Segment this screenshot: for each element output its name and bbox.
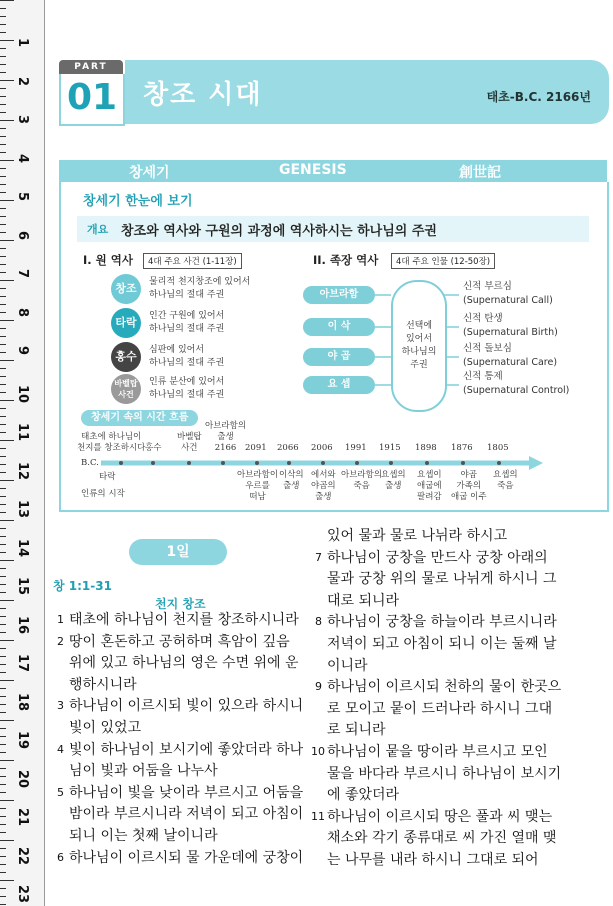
verse-line: 되니 이는 첫째 날이니라 bbox=[69, 828, 218, 844]
ruler-tick bbox=[0, 96, 6, 97]
tl-line: 아브라함의 bbox=[205, 421, 247, 431]
tl-line: 애굽에 bbox=[417, 481, 442, 491]
verse-line: 님이 빛과 어둠을 나누사 bbox=[69, 763, 218, 780]
tl-line: 바벨탑 bbox=[177, 432, 202, 442]
ruler-tick bbox=[0, 128, 6, 129]
timeline-event bbox=[341, 470, 382, 492]
verse-number: 1 bbox=[57, 613, 64, 626]
ruler-number: 9 bbox=[15, 346, 30, 356]
verse-number: 10 bbox=[311, 745, 325, 758]
ruler-tick bbox=[0, 608, 6, 609]
ruler-tick bbox=[0, 664, 6, 665]
timeline-axis bbox=[61, 182, 607, 510]
tl-line: 태초에 하나님이 bbox=[81, 432, 142, 442]
ruler-tick bbox=[0, 672, 6, 673]
ruler-tick bbox=[0, 552, 6, 553]
ruler-number: 14 bbox=[15, 538, 30, 557]
timeline-year: 1876 bbox=[451, 443, 473, 453]
ruler-tick bbox=[0, 192, 6, 193]
ruler-tick bbox=[0, 856, 6, 857]
verse-line: 하나님이 궁창을 하늘이라 부르시니라 bbox=[327, 614, 557, 631]
ruler-tick bbox=[0, 376, 6, 377]
ruler-tick bbox=[0, 120, 14, 121]
event-desc-line: 인류 분산에 있어서 bbox=[149, 377, 225, 387]
ruler-tick bbox=[0, 768, 6, 769]
ruler-tick bbox=[0, 896, 6, 897]
ruler-number: 17 bbox=[15, 654, 30, 673]
ruler-tick bbox=[0, 616, 6, 617]
event-circle-line: 바벨탑 bbox=[114, 379, 138, 388]
ruler-tick bbox=[0, 304, 6, 305]
ruler-tick bbox=[0, 720, 14, 721]
ruler-tick bbox=[0, 544, 6, 545]
tl-line: 팔려감 bbox=[417, 492, 442, 502]
tl-line: 죽음 bbox=[353, 481, 370, 491]
ruler-tick bbox=[0, 344, 6, 345]
ruler-number: 7 bbox=[15, 269, 30, 279]
event-desc-line: 하나님의 절대 주권 bbox=[149, 390, 225, 400]
event-desc-line: 하나님의 절대 주권 bbox=[149, 324, 225, 334]
tl-line: 출생 bbox=[385, 481, 402, 491]
ruler-tick bbox=[0, 296, 6, 297]
ruler-number: 13 bbox=[15, 500, 30, 519]
timeline-heading: 창세기 속의 시간 흐름 bbox=[81, 410, 198, 426]
ruler-tick bbox=[0, 440, 14, 441]
ruler-number: 19 bbox=[15, 731, 30, 750]
event-desc-line: 물리적 천지창조에 있어서 bbox=[149, 277, 251, 287]
ruler-number: 10 bbox=[15, 384, 30, 403]
tl-line: 야곱의 bbox=[311, 481, 336, 491]
overview-heading: 창세기 한눈에 보기 bbox=[83, 194, 193, 209]
ruler-tick bbox=[0, 576, 6, 577]
ruler-tick bbox=[0, 536, 6, 537]
ruler-tick bbox=[0, 472, 6, 473]
ruler-tick bbox=[0, 392, 6, 393]
tl-line: 요셉의 bbox=[493, 470, 518, 480]
event-circle: 창조 bbox=[111, 274, 141, 304]
ruler-tick bbox=[0, 880, 14, 881]
summary-text: 창조와 역사와 구원의 과정에 역사하시는 하나님의 주권 bbox=[121, 224, 437, 239]
verse-line: 하나님이 뭍을 땅이라 부르시고 모인 bbox=[327, 744, 548, 760]
ruler-tick bbox=[0, 80, 14, 81]
verse-line: 행하시니라 bbox=[69, 676, 137, 693]
ruler-tick bbox=[0, 416, 6, 417]
overview-box bbox=[59, 182, 609, 512]
timeline-year: 1915 bbox=[379, 443, 401, 453]
tl-line: 애굽 이주 bbox=[451, 492, 487, 502]
ruler-tick bbox=[0, 712, 6, 713]
ruler-number: 18 bbox=[15, 692, 30, 711]
ruler-tick bbox=[0, 832, 6, 833]
day-badge: 1일 bbox=[129, 539, 227, 565]
ruler-tick bbox=[0, 136, 6, 137]
verse-line: 물과 궁창 위의 물로 나뉘게 하시니 그 bbox=[327, 571, 557, 588]
left-heading: I. 원 역사 bbox=[83, 253, 133, 267]
ruler-tick bbox=[0, 736, 6, 737]
ruler-tick bbox=[0, 280, 14, 281]
timeline-event bbox=[205, 421, 246, 454]
ruler-tick bbox=[0, 208, 6, 209]
ruler-tick bbox=[0, 432, 6, 433]
ruler-tick bbox=[0, 816, 6, 817]
page-title: 창조 시대 bbox=[143, 80, 263, 110]
ruler-tick bbox=[0, 824, 6, 825]
ruler-tick bbox=[0, 152, 6, 153]
ruler-number: 21 bbox=[15, 808, 30, 827]
timeline-year: 1991 bbox=[345, 443, 367, 453]
verse-line: 저녁이 되고 아침이 되니 이는 둘째 날 bbox=[327, 636, 557, 652]
ruler-number: 5 bbox=[15, 192, 30, 202]
verse-line: 있어 물과 물로 나뉘라 하시고 bbox=[327, 528, 508, 544]
event-desc-line: 하나님의 절대 주권 bbox=[149, 358, 225, 368]
ruler-tick bbox=[0, 448, 6, 449]
ruler-tick bbox=[0, 800, 14, 801]
verse-line: 하나님이 궁창을 만드사 궁창 아래의 bbox=[327, 549, 548, 566]
timeline-year: 2091 bbox=[245, 443, 267, 453]
ruler-tick bbox=[0, 184, 6, 185]
verse-line: 하나님이 빛을 낮이라 부르시고 어둠을 bbox=[69, 784, 304, 801]
verse-line: 로 되니라 bbox=[327, 722, 386, 739]
ruler-tick bbox=[0, 744, 6, 745]
event-circle-line: 사건 bbox=[118, 390, 134, 399]
tl-line: 아브라함의 bbox=[341, 470, 383, 480]
verse-line: 에 좋았더라 bbox=[327, 787, 400, 804]
oval-line: 하나님의 bbox=[401, 347, 437, 357]
verse-line: 물을 바다라 부르시니 하나님이 보시기 bbox=[327, 765, 562, 782]
verse-number: 6 bbox=[57, 850, 64, 864]
verse-line: 밤이라 부르시니라 저녁이 되고 아침이 bbox=[69, 806, 304, 823]
ruler-number: 11 bbox=[15, 423, 30, 442]
patriarch-pill: 아브라함 bbox=[303, 286, 375, 304]
desc-ko: 신적 탄생 bbox=[463, 313, 503, 324]
ruler-tick bbox=[0, 264, 6, 265]
ruler-tick bbox=[0, 584, 6, 585]
ruler-tick bbox=[0, 408, 6, 409]
ruler-number: 2 bbox=[15, 76, 30, 86]
tl-line: 2166 bbox=[214, 443, 237, 453]
timeline-event bbox=[279, 470, 304, 492]
ruler-number: 23 bbox=[15, 885, 30, 904]
summary-label: 개요 bbox=[87, 223, 109, 236]
ruler-tick bbox=[0, 456, 6, 457]
verse-line: 대로 되니라 bbox=[327, 592, 400, 609]
event-desc-line: 인간 구원에 있어서 bbox=[149, 311, 225, 321]
ruler-number: 12 bbox=[15, 461, 30, 480]
ruler-tick bbox=[0, 600, 14, 601]
ruler-tick bbox=[0, 232, 6, 233]
ruler-tick bbox=[0, 632, 6, 633]
ruler-tick bbox=[0, 168, 6, 169]
desc-ko: 신적 통제 bbox=[463, 371, 503, 382]
verse-number: 11 bbox=[311, 809, 325, 823]
verse-line: 태초에 하나님이 천지를 창조하시니라 bbox=[69, 612, 299, 628]
ruler-tick bbox=[0, 888, 6, 889]
desc-ko: 신적 돌보심 bbox=[463, 343, 512, 354]
verse-line: 는 나무를 내라 하시니 그대로 되어 bbox=[327, 852, 539, 868]
verse-line: 하나님이 이르시되 빛이 있으라 하시니 bbox=[69, 698, 304, 715]
ruler-tick bbox=[0, 200, 14, 201]
part-number: 01 bbox=[59, 74, 125, 126]
verse-line: 하나님이 이르시되 천하의 물이 한곳으 bbox=[327, 679, 562, 696]
ruler-tick bbox=[0, 352, 6, 353]
verse-number: 4 bbox=[57, 742, 64, 756]
tl-line: 가족의 bbox=[456, 481, 482, 491]
tl-line: 죽음 bbox=[497, 481, 514, 491]
tl-line: 요셉이 bbox=[417, 470, 442, 480]
ruler-tick bbox=[0, 704, 6, 705]
ruler-tick bbox=[0, 176, 6, 177]
right-tag: 4대 주요 인물 (12-50장) bbox=[391, 253, 495, 269]
timeline-event bbox=[417, 470, 442, 503]
tl-line: 야곱 bbox=[460, 470, 477, 480]
timeline-event: 타락 bbox=[99, 472, 116, 482]
timeline-event: 홍수 bbox=[145, 443, 162, 453]
timeline-event bbox=[237, 470, 278, 503]
ruler-tick bbox=[0, 648, 6, 649]
ruler-tick bbox=[0, 248, 6, 249]
page bbox=[45, 0, 613, 906]
verse-line: 로 모이고 뭍이 드러나라 하시니 그대 bbox=[327, 700, 553, 717]
timeline-event bbox=[381, 470, 406, 492]
right-heading: II. 족장 역사 bbox=[313, 253, 379, 267]
ruler-tick bbox=[0, 808, 6, 809]
event-circle: 타락 bbox=[111, 308, 141, 338]
tl-line: 출생 bbox=[315, 492, 332, 502]
ruler-tick bbox=[0, 8, 6, 9]
ruler-tick bbox=[0, 512, 6, 513]
timeline-year: 2066 bbox=[277, 443, 299, 453]
ruler-number: 16 bbox=[15, 615, 30, 634]
timeline-event bbox=[77, 432, 145, 454]
timeline-event bbox=[493, 470, 518, 492]
timeline-year: 1805 bbox=[487, 443, 509, 453]
ruler-tick bbox=[0, 0, 14, 1]
ruler-tick bbox=[0, 656, 6, 657]
timeline-event bbox=[311, 470, 336, 503]
ruler-tick bbox=[0, 256, 6, 257]
ruler-tick bbox=[0, 384, 6, 385]
verse-line: 하나님이 이르시되 물 가운데에 궁창이 bbox=[69, 849, 304, 866]
ruler-tick bbox=[0, 680, 14, 681]
left-tag: 4대 주요 사건 (1-11장) bbox=[143, 253, 242, 269]
ruler-tick bbox=[0, 216, 6, 217]
ruler-tick bbox=[0, 272, 6, 273]
ruler-number: 20 bbox=[15, 769, 30, 788]
event-circle: 홍수 bbox=[111, 342, 141, 372]
ruler-tick bbox=[0, 240, 14, 241]
ruler-number: 15 bbox=[15, 577, 30, 596]
ruler-tick bbox=[0, 592, 6, 593]
oval-line: 있어서 bbox=[405, 334, 433, 344]
timeline-event bbox=[177, 432, 202, 454]
ruler-tick bbox=[0, 16, 6, 17]
ruler-tick bbox=[0, 872, 6, 873]
timeline-year: 2006 bbox=[311, 443, 333, 453]
tl-line: 출생 bbox=[283, 481, 300, 491]
part-header bbox=[59, 60, 609, 126]
timeline-year: 1898 bbox=[415, 443, 437, 453]
tl-line: 사건 bbox=[181, 443, 198, 453]
verse-line: 땅이 혼돈하고 공허하며 흑암이 깊음 bbox=[69, 633, 290, 650]
ruler-tick bbox=[0, 104, 6, 105]
timeline-bc-label: B.C. bbox=[81, 458, 99, 468]
tl-line: 아브라함이 bbox=[237, 470, 279, 480]
ruler-tick bbox=[0, 224, 6, 225]
ruler-number: 4 bbox=[15, 153, 30, 163]
ruler-tick bbox=[0, 368, 6, 369]
ruler-tick bbox=[0, 864, 6, 865]
ruler-tick bbox=[0, 688, 6, 689]
verse-line: 채소와 각기 종류대로 씨 가진 열매 맺 bbox=[327, 830, 557, 847]
book-title-hanja: 創世記 bbox=[459, 165, 501, 181]
period-date: 태초-B.C. 2166년 bbox=[486, 90, 591, 104]
verse-number: 5 bbox=[57, 785, 64, 799]
ruler-tick bbox=[0, 904, 6, 905]
desc-en: (Supernatural Control) bbox=[463, 385, 570, 396]
oval-line: 선택에 bbox=[405, 321, 433, 331]
ruler-tick bbox=[0, 336, 6, 337]
ruler-tick bbox=[0, 776, 6, 777]
verse-number: 8 bbox=[315, 615, 322, 629]
chapter-ref: 창 1:1-31 bbox=[53, 579, 112, 593]
oval-line: 주권 bbox=[410, 360, 428, 370]
ruler-tick bbox=[0, 840, 14, 841]
patriarch-pill: 이 삭 bbox=[303, 318, 375, 336]
event-desc-line: 하나님의 절대 주권 bbox=[149, 290, 225, 300]
patriarch-pill: 야 곱 bbox=[303, 348, 375, 366]
verse-number: 3 bbox=[57, 699, 64, 713]
tl-line: 에서와 bbox=[311, 470, 336, 480]
ruler-tick bbox=[0, 560, 14, 561]
ruler-tick bbox=[0, 784, 6, 785]
verse-line: 빛이 있었고 bbox=[69, 720, 142, 736]
ruler-tick bbox=[0, 504, 6, 505]
verse-line: 위에 있고 하나님의 영은 수면 위에 운 bbox=[69, 655, 299, 672]
ruler-tick bbox=[0, 112, 6, 113]
desc-ko: 신적 부르심 bbox=[463, 281, 512, 292]
ruler-tick bbox=[0, 464, 6, 465]
desc-en: (Supernatural Care) bbox=[463, 357, 558, 368]
book-title-english: GENESIS bbox=[279, 162, 347, 178]
tl-line: 이삭의 bbox=[279, 470, 304, 480]
ruler-tick bbox=[0, 32, 6, 33]
ruler-tick bbox=[0, 88, 6, 89]
ruler-tick bbox=[0, 56, 6, 57]
ruler-tick bbox=[0, 40, 14, 41]
ruler-tick bbox=[0, 520, 14, 521]
ruler-tick bbox=[0, 528, 6, 529]
timeline-event bbox=[451, 470, 487, 503]
ruler-tick bbox=[0, 400, 14, 401]
ruler-number: 22 bbox=[15, 846, 30, 865]
ruler-tick bbox=[0, 480, 14, 481]
verse-number: 2 bbox=[57, 634, 64, 648]
ruler-tick bbox=[0, 424, 6, 425]
ruler-number: 3 bbox=[15, 115, 30, 125]
ruler-number: 6 bbox=[15, 230, 30, 240]
ruler-tick bbox=[0, 752, 6, 753]
verse-line: 이니라 bbox=[327, 657, 368, 674]
title-bar bbox=[125, 60, 609, 124]
ruler-tick bbox=[0, 488, 6, 489]
ruler-tick bbox=[0, 624, 6, 625]
patriarch-pill: 요 셉 bbox=[303, 376, 375, 394]
part-label: PART bbox=[59, 60, 123, 74]
ruler-tick bbox=[0, 568, 6, 569]
tl-line: 천지를 창조하시다 bbox=[77, 443, 146, 453]
ruler-tick bbox=[0, 72, 6, 73]
desc-en: (Supernatural Birth) bbox=[463, 327, 558, 338]
ruler-tick bbox=[0, 288, 6, 289]
verse-line: 하나님이 이르시되 땅은 풀과 씨 맺는 bbox=[327, 808, 553, 825]
ruler-tick bbox=[0, 792, 6, 793]
ruler-tick bbox=[0, 312, 6, 313]
tl-line: 우르를 bbox=[245, 481, 270, 491]
ruler-tick bbox=[0, 640, 14, 641]
tl-line: 요셉의 bbox=[381, 470, 406, 480]
ruler-tick bbox=[0, 320, 14, 321]
book-title-korean: 창세기 bbox=[129, 165, 170, 181]
ruler-tick bbox=[0, 760, 14, 761]
verse-line: 빛이 하나님이 보시기에 좋았더라 하나 bbox=[69, 741, 304, 758]
ruler-tick bbox=[0, 848, 6, 849]
ruler-number: 8 bbox=[15, 307, 30, 317]
ruler-tick bbox=[0, 24, 6, 25]
timeline-event: 인류의 시작 bbox=[81, 489, 125, 499]
ruler-number: 1 bbox=[15, 38, 30, 48]
verse-number: 7 bbox=[315, 550, 322, 564]
verse-number: 9 bbox=[315, 680, 322, 694]
ruler-tick bbox=[0, 144, 6, 145]
ruler-tick bbox=[0, 328, 6, 329]
ruler-tick bbox=[0, 360, 14, 361]
ruler-tick bbox=[0, 696, 6, 697]
section-subtitle: 천지 창조 bbox=[155, 597, 206, 611]
ruler-tick bbox=[0, 64, 6, 65]
book-title-band bbox=[59, 160, 607, 182]
ruler-tick bbox=[0, 48, 6, 49]
tl-line: 떠남 bbox=[249, 492, 266, 502]
ruler-tick bbox=[0, 160, 14, 161]
ruler-tick bbox=[0, 496, 6, 497]
ruler-tick bbox=[0, 728, 6, 729]
tl-line: 출생 bbox=[217, 432, 234, 442]
ruler bbox=[0, 0, 45, 906]
desc-en: (Supernatural Call) bbox=[463, 295, 553, 306]
event-desc-line: 심판에 있어서 bbox=[149, 345, 205, 355]
